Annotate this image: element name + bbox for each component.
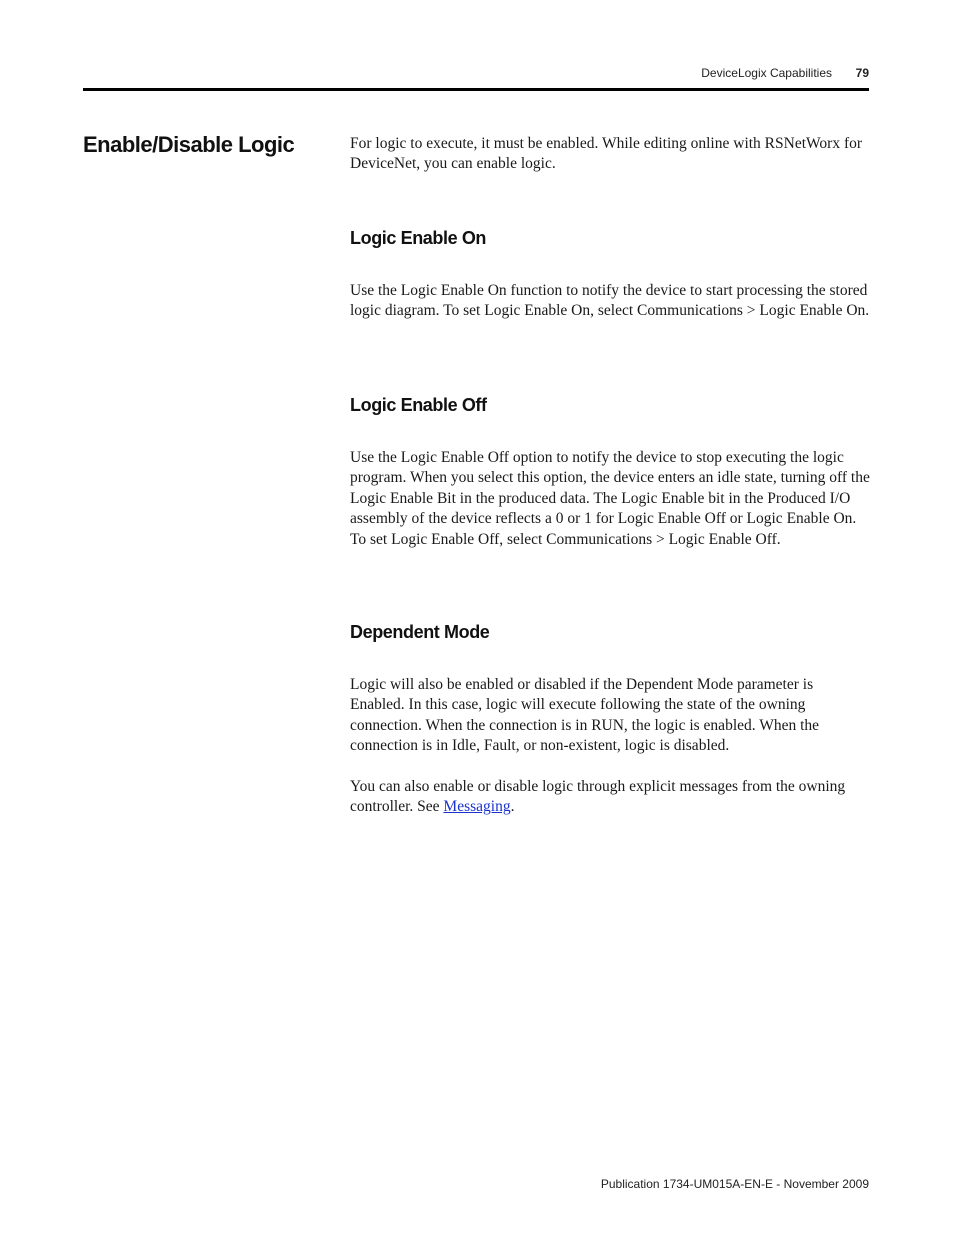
explicit-messages-end: .: [510, 798, 515, 816]
dependent-mode-text: Logic will also be enabled or disabled if the Dependent Mode parameter is Enabled. In this case, logic will execute following the state of the owning connection. When the connection is in RUN, the logic is enabled. When the connection is in Idle, Fault, or non-existent, logic is disabled.: [350, 676, 820, 755]
logic-enable-on-heading: Logic Enable On: [350, 228, 487, 248]
messaging-link[interactable]: Messaging: [443, 798, 511, 816]
running-header-title: DeviceLogix Capabilities: [701, 66, 832, 80]
intro-text: For logic to execute, it must be enabled. While editing online with RSNetWorx for DeviceNet, you can enable logic.: [350, 135, 863, 173]
logic-enable-off-heading: Logic Enable Off: [350, 395, 487, 415]
logic-enable-on-paragraph: [350, 281, 870, 322]
explicit-messages-text: [350, 777, 870, 818]
logic-enable-on-text: Use the Logic Enable On function to notify the device to start processing the stored logic diagram. To set Logic Enable On, select Communications > Logic Enable On.: [350, 282, 870, 320]
logic-enable-off-paragraph: [350, 448, 870, 550]
publication-footer: Publication 1734-UM015A-EN-E - November 2009: [600, 1177, 869, 1191]
page-number: 79: [855, 66, 869, 80]
section-title: Enable/Disable Logic: [83, 132, 295, 157]
logic-enable-off-text: Use the Logic Enable Off option to notify the device to stop executing the logic program. When you select this option, the device enters an idle state, turning off the Logic Enable Bit in the produced data. The Logic Enable bit in the Produced I/O assembly of the device reflects a 0 or 1 for Logic Enable Off or Logic Enable On. To set Logic Enable Off, select Communications > Logic Enable Off.: [350, 449, 870, 548]
intro-paragraph: [350, 134, 870, 175]
header-rule: [83, 88, 869, 91]
dependent-mode-paragraph: [350, 675, 870, 757]
explicit-messages-lead: You can also enable or disable logic through explicit messages from the owning controller. See: [350, 778, 846, 816]
explicit-messages-paragraph: [350, 777, 870, 818]
dependent-mode-heading: Dependent Mode: [350, 622, 490, 642]
